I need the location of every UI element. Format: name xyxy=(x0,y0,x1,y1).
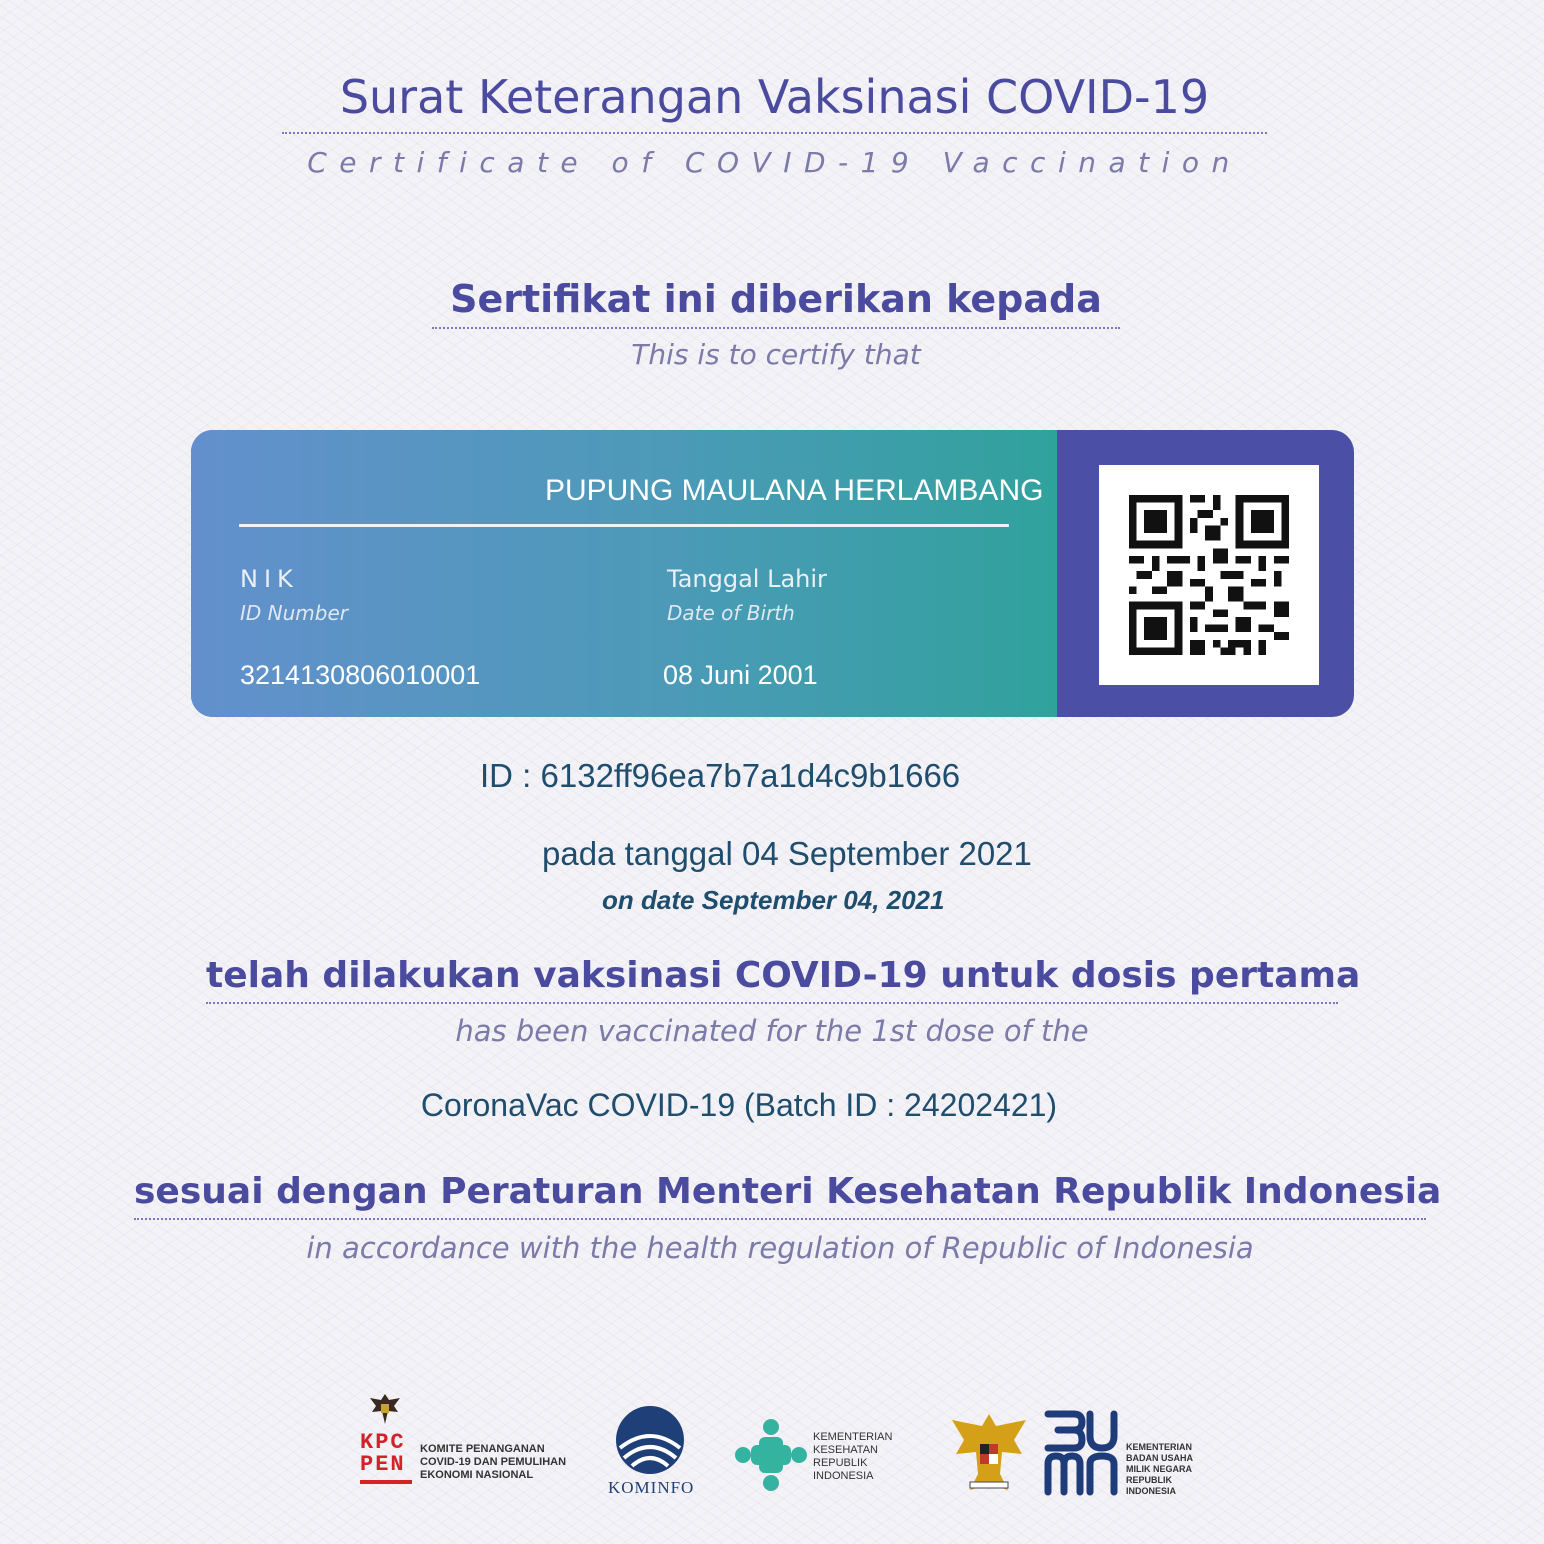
kpcpen-text: KOMITE PENANGANAN COVID-19 DAN PEMULIHAN EKONOMI NASIONAL xyxy=(420,1443,567,1481)
given-to-heading: Sertifikat ini diberikan kepada xyxy=(432,277,1120,329)
nik-label: NIK xyxy=(240,565,299,593)
certificate-id: ID : 6132ff96ea7b7a1d4c9b1666 xyxy=(480,757,961,794)
certificate-subtitle: Certificate of COVID-19 Vaccination xyxy=(307,146,1242,179)
kominfo-logo-icon xyxy=(614,1404,686,1476)
regulation-subheading: in accordance with the health regulation of Republic of Indonesia xyxy=(306,1231,1254,1265)
qr-code-icon xyxy=(1129,495,1289,655)
vaccinated-heading: telah dilakukan vaksinasi COVID-19 untuk dosis pertama xyxy=(206,955,1338,1004)
bumn-text: KEMENTERIAN BADAN USAHA MILIK NEGARA REPUBLIK INDONESIA xyxy=(1126,1442,1193,1496)
vaccination-date-english: on date September 04, 2021 xyxy=(602,885,945,915)
vaccination-date: pada tanggal 04 September 2021 xyxy=(542,835,1032,872)
bumn-logo xyxy=(1044,1408,1204,1498)
garuda-emblem-icon xyxy=(364,1390,406,1430)
kpcpen-logo xyxy=(356,1388,576,1498)
dob-value: 08 Juni 2001 xyxy=(663,660,818,690)
dob-label: Tanggal Lahir xyxy=(667,565,827,593)
regulation-heading: sesuai dengan Peraturan Menteri Kesehatan Republik Indonesia xyxy=(134,1171,1426,1220)
holder-info-panel xyxy=(191,430,1057,717)
kominfo-text: KOMINFO xyxy=(608,1478,695,1497)
kominfo-logo xyxy=(600,1400,700,1500)
kpcpen-mark-top: KPC xyxy=(360,1430,406,1455)
bumn-logo-icon xyxy=(1044,1408,1118,1496)
nik-sublabel: ID Number xyxy=(240,601,348,625)
garuda-emblem-icon xyxy=(946,1408,1032,1498)
certify-subheading: This is to certify that xyxy=(631,338,921,371)
name-divider xyxy=(239,524,1009,527)
kpcpen-underline xyxy=(360,1480,412,1484)
qr-code[interactable] xyxy=(1099,465,1319,685)
dob-sublabel: Date of Birth xyxy=(667,601,795,625)
kemenkes-text: KEMENTERIAN KESEHATAN REPUBLIK INDONESIA xyxy=(813,1431,893,1482)
vaccinated-subheading: has been vaccinated for the 1st dose of the xyxy=(455,1014,1089,1048)
kemenkes-logo xyxy=(733,1415,913,1505)
holder-card xyxy=(191,430,1354,717)
kemenkes-logo-icon xyxy=(733,1415,809,1495)
nik-value: 3214130806010001 xyxy=(240,660,481,690)
certificate-title: Surat Keterangan Vaksinasi COVID-19 xyxy=(282,70,1267,134)
garuda-logo xyxy=(946,1408,1032,1498)
vaccine-batch: CoronaVac COVID-19 (Batch ID : 24202421) xyxy=(420,1087,1058,1123)
kpcpen-mark-bottom: PEN xyxy=(360,1452,406,1477)
holder-name: PUPUNG MAULANA HERLAMBANG xyxy=(545,474,1044,507)
